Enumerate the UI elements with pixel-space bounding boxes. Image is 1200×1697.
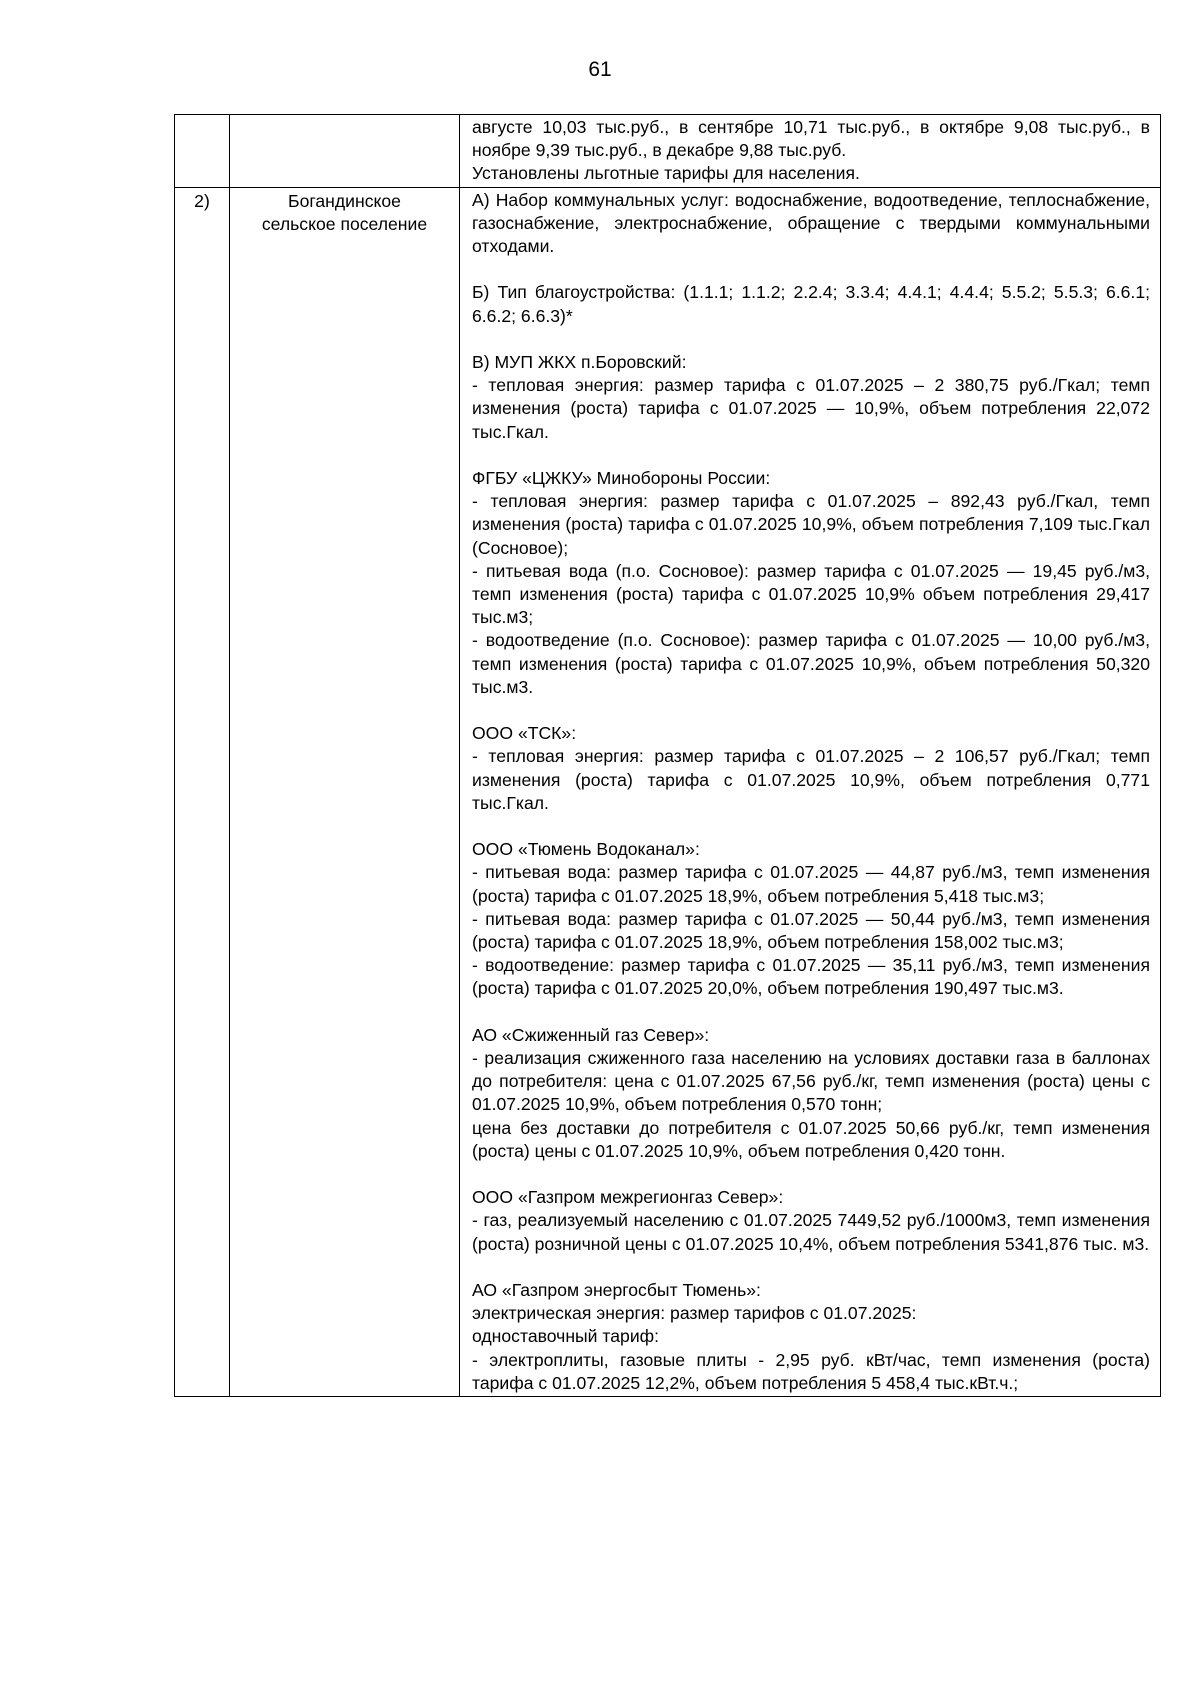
table-row [175, 115, 1161, 188]
description-paragraph: - газ, реализуемый населению с 01.07.2025 7449,52 руб./1000м3, темп изменения (роста) розничной цены с 01.07.2025 10,4%, объем потребления 5341,876 тыс. м3. [472, 1210, 1150, 1254]
paragraph-spacer [472, 815, 1150, 838]
paragraph-spacer [472, 699, 1150, 722]
row-number-cell [175, 187, 230, 1396]
description-paragraph: ООО «Тюмень Водоканал»: [472, 839, 700, 860]
description-paragraph: - электроплиты, газовые плиты - 2,95 руб. кВт/час, темп изменения (роста) тарифа с 01.07.2025 12,2%, объем потребления 5 458,4 тыс.кВт.ч.; [472, 1349, 1150, 1393]
description-paragraph: одноставочный тариф: [472, 1326, 660, 1347]
description-paragraph: цена без доставки до потребителя с 01.07.2025 50,66 руб./кг, темп изменения (роста) цены с 01.07.2025 10,9%, объем потребления 0,420 тонн. [472, 1117, 1150, 1161]
description-cell [460, 115, 1161, 188]
description-paragraph: - водоотведение (п.о. Сосновое): размер тарифа с 01.07.2025 — 10,00 руб./м3, темп изменения (роста) тарифа с 01.07.2025 10,9%, объем потребления 50,320 тыс.м3. [472, 630, 1150, 697]
page-number: 61 [588, 58, 612, 81]
description-paragraph: ООО «ТСК»: [472, 723, 577, 744]
description-paragraph: АО «Газпром энергосбыт Тюмень»: [472, 1280, 761, 1301]
paragraph-spacer [472, 1256, 1150, 1279]
description-paragraph: - тепловая энергия: размер тарифа с 01.07.2025 – 2 106,57 руб./Гкал; темп изменения (роста) тарифа с 01.07.2025 10,9%, объем потребления 0,771 тыс.Гкал. [472, 746, 1150, 813]
settlement-name-line: Богандинское [288, 190, 401, 211]
description-paragraph: электрическая энергия: размер тарифов с 01.07.2025: [472, 1303, 917, 1324]
description-paragraph: - питьевая вода: размер тарифа с 01.07.2025 — 50,44 руб./м3, темп изменения (роста) тарифа с 01.07.2025 18,9%, объем потребления 158,002 тыс.м3; [472, 908, 1150, 953]
row-number-cell [175, 115, 230, 188]
paragraph-spacer [472, 328, 1150, 351]
description-paragraph: - водоотведение: размер тарифа с 01.07.2025 — 35,11 руб./м3, темп изменения (роста) тарифа с 01.07.2025 20,0%, объем потребления 190,497 тыс.м3. [472, 955, 1150, 999]
description-paragraph: АО «Сжиженный газ Север»: [472, 1024, 710, 1045]
paragraph-spacer [472, 258, 1150, 281]
paragraph-spacer [472, 1163, 1150, 1186]
description-paragraph: - питьевая вода (п.о. Сосновое): размер тарифа с 01.07.2025 — 19,45 руб./м3, темп изменения (роста) тарифа с 01.07.2025 10,9% объем потребления 29,417 тыс.м3; [472, 560, 1150, 628]
settlement-name-cell [230, 187, 460, 1396]
description-paragraph: - питьевая вода: размер тарифа с 01.07.2025 — 44,87 руб./м3, темп изменения (роста) тарифа с 01.07.2025 18,9%, объем потребления 5,418 тыс.м3; [472, 862, 1150, 906]
paragraph-spacer [472, 1001, 1150, 1024]
description-paragraph: - тепловая энергия: размер тарифа с 01.07.2025 – 892,43 руб./Гкал, темп изменения (роста) тарифа с 01.07.2025 10,9%, объем потребления 7,109 тыс.Гкал (Сосновое); [472, 491, 1150, 558]
settlement-name-cell [230, 115, 460, 188]
tariff-table [174, 114, 1161, 1397]
description-paragraph: Установлены льготные тарифы для населения. [472, 163, 860, 184]
settlement-name-line: сельское поселение [261, 213, 428, 234]
description-paragraph: - реализация сжиженного газа населению на условиях доставки газа в баллонах до потребителя: цена с 01.07.2025 67,56 руб./кг, темп изменения (роста) цены с 01.07.2025 10,9%, объем потребления 0,570 тонн; [472, 1048, 1150, 1115]
description-paragraph: ФГБУ «ЦЖКУ» Минобороны России: [472, 468, 771, 488]
description-cell [460, 187, 1161, 1396]
row-number: 2) [194, 190, 210, 211]
tariff-table-body [175, 115, 1161, 1397]
description-paragraph: ООО «Газпром межрегионгаз Север»: [472, 1187, 784, 1208]
table-row [175, 187, 1161, 1396]
description-paragraph: А) Набор коммунальных услуг: водоснабжение, водоотведение, теплоснабжение, газоснабжение, электроснабжение, обращение с твердыми коммунальными отходами. [472, 189, 1150, 257]
description-paragraph: Б) Тип благоустройства: (1.1.1; 1.1.2; 2.2.4; 3.3.4; 4.4.1; 4.4.4; 5.5.2; 5.5.3; 6.6.1; 6.6.2; 6.6.3)* [472, 282, 1150, 326]
description-paragraph: В) МУП ЖКХ п.Боровский: [472, 352, 687, 372]
description-paragraph: - тепловая энергия: размер тарифа с 01.07.2025 – 2 380,75 руб./Гкал; темп изменения (роста) тарифа с 01.07.2025 — 10,9%, объем потребления 22,072 тыс.Гкал. [472, 375, 1150, 442]
paragraph-spacer [472, 444, 1150, 467]
description-paragraph: августе 10,03 тыс.руб., в сентябре 10,71 тыс.руб., в октябре 9,08 тыс.руб., в ноябре 9,39 тыс.руб., в декабре 9,88 тыс.руб. [472, 117, 1150, 161]
